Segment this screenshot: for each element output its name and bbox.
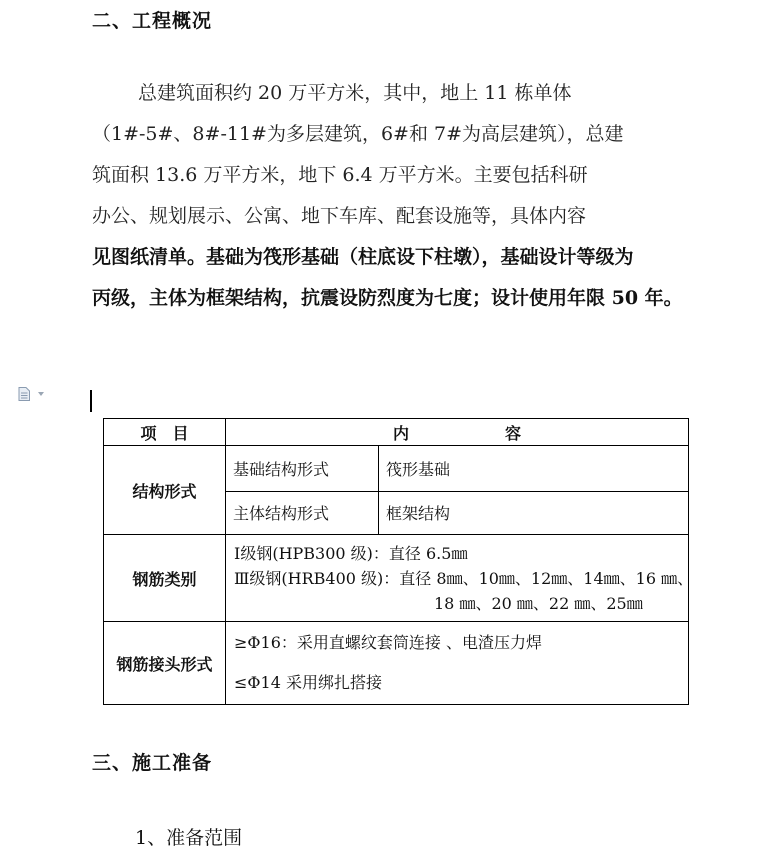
paragraph-line: 办公、规划展示、公寓、地下车库、配套设施等，具体内容 bbox=[92, 205, 587, 227]
paragraph-line: （1#-5#、8#-11#为多层建筑，6#和 7#为高层建筑），总建 bbox=[92, 123, 624, 145]
document-icon[interactable] bbox=[18, 387, 30, 401]
table-row bbox=[104, 446, 689, 492]
paragraph-line: 总建筑面积约 20 万平方米，其中，地上 11 栋单体 bbox=[138, 82, 572, 104]
table-cell: 筏形基础 bbox=[379, 446, 689, 492]
rebar-line: Ⅰ级钢(HPB300 级)：直径 6.5㎜ bbox=[234, 543, 468, 563]
row-label-rebar: 钢筋类别 bbox=[104, 535, 226, 622]
header-item: 项 目 bbox=[104, 419, 226, 446]
joint-cell bbox=[226, 622, 689, 705]
table-header-row bbox=[104, 419, 689, 446]
rebar-cell bbox=[226, 535, 694, 622]
joint-line: ≥Φ16：采用直螺纹套筒连接 、电渣压力焊 bbox=[234, 633, 542, 652]
rebar-line: 18 ㎜、20 ㎜、22 ㎜、25㎜ bbox=[434, 593, 643, 613]
table-row bbox=[104, 535, 689, 622]
section-heading-overview: 二、工程概况 bbox=[92, 10, 213, 32]
row-label-joint: 钢筋接头形式 bbox=[104, 622, 226, 705]
spec-table bbox=[103, 418, 694, 705]
text-cursor bbox=[90, 390, 92, 412]
table-cell: 框架结构 bbox=[379, 491, 689, 535]
table-cell: 基础结构形式 bbox=[226, 446, 379, 492]
table-row bbox=[104, 622, 689, 705]
subitem-scope: 1、准备范围 bbox=[135, 827, 243, 849]
row-label-structure: 结构形式 bbox=[104, 446, 226, 535]
paragraph-line: 见图纸清单。基础为筏形基础（柱底设下柱墩），基础设计等级为 bbox=[92, 246, 634, 268]
caret-down-icon[interactable] bbox=[38, 392, 44, 396]
section-heading-preparation: 三、施工准备 bbox=[92, 752, 213, 774]
paragraph-line: 丙级，主体为框架结构，抗震设防烈度为七度；设计使用年限 50 年。 bbox=[92, 287, 683, 309]
rebar-line: Ⅲ级钢(HRB400 级)：直径 8㎜、10㎜、12㎜、14㎜、16 ㎜、 bbox=[234, 568, 694, 588]
table-cell: 主体结构形式 bbox=[226, 491, 379, 535]
header-content: 内 容 bbox=[226, 419, 689, 446]
paragraph-line: 筑面积 13.6 万平方米，地下 6.4 万平方米。主要包括科研 bbox=[92, 164, 588, 186]
joint-line: ≤Φ14 采用绑扎搭接 bbox=[234, 673, 382, 692]
